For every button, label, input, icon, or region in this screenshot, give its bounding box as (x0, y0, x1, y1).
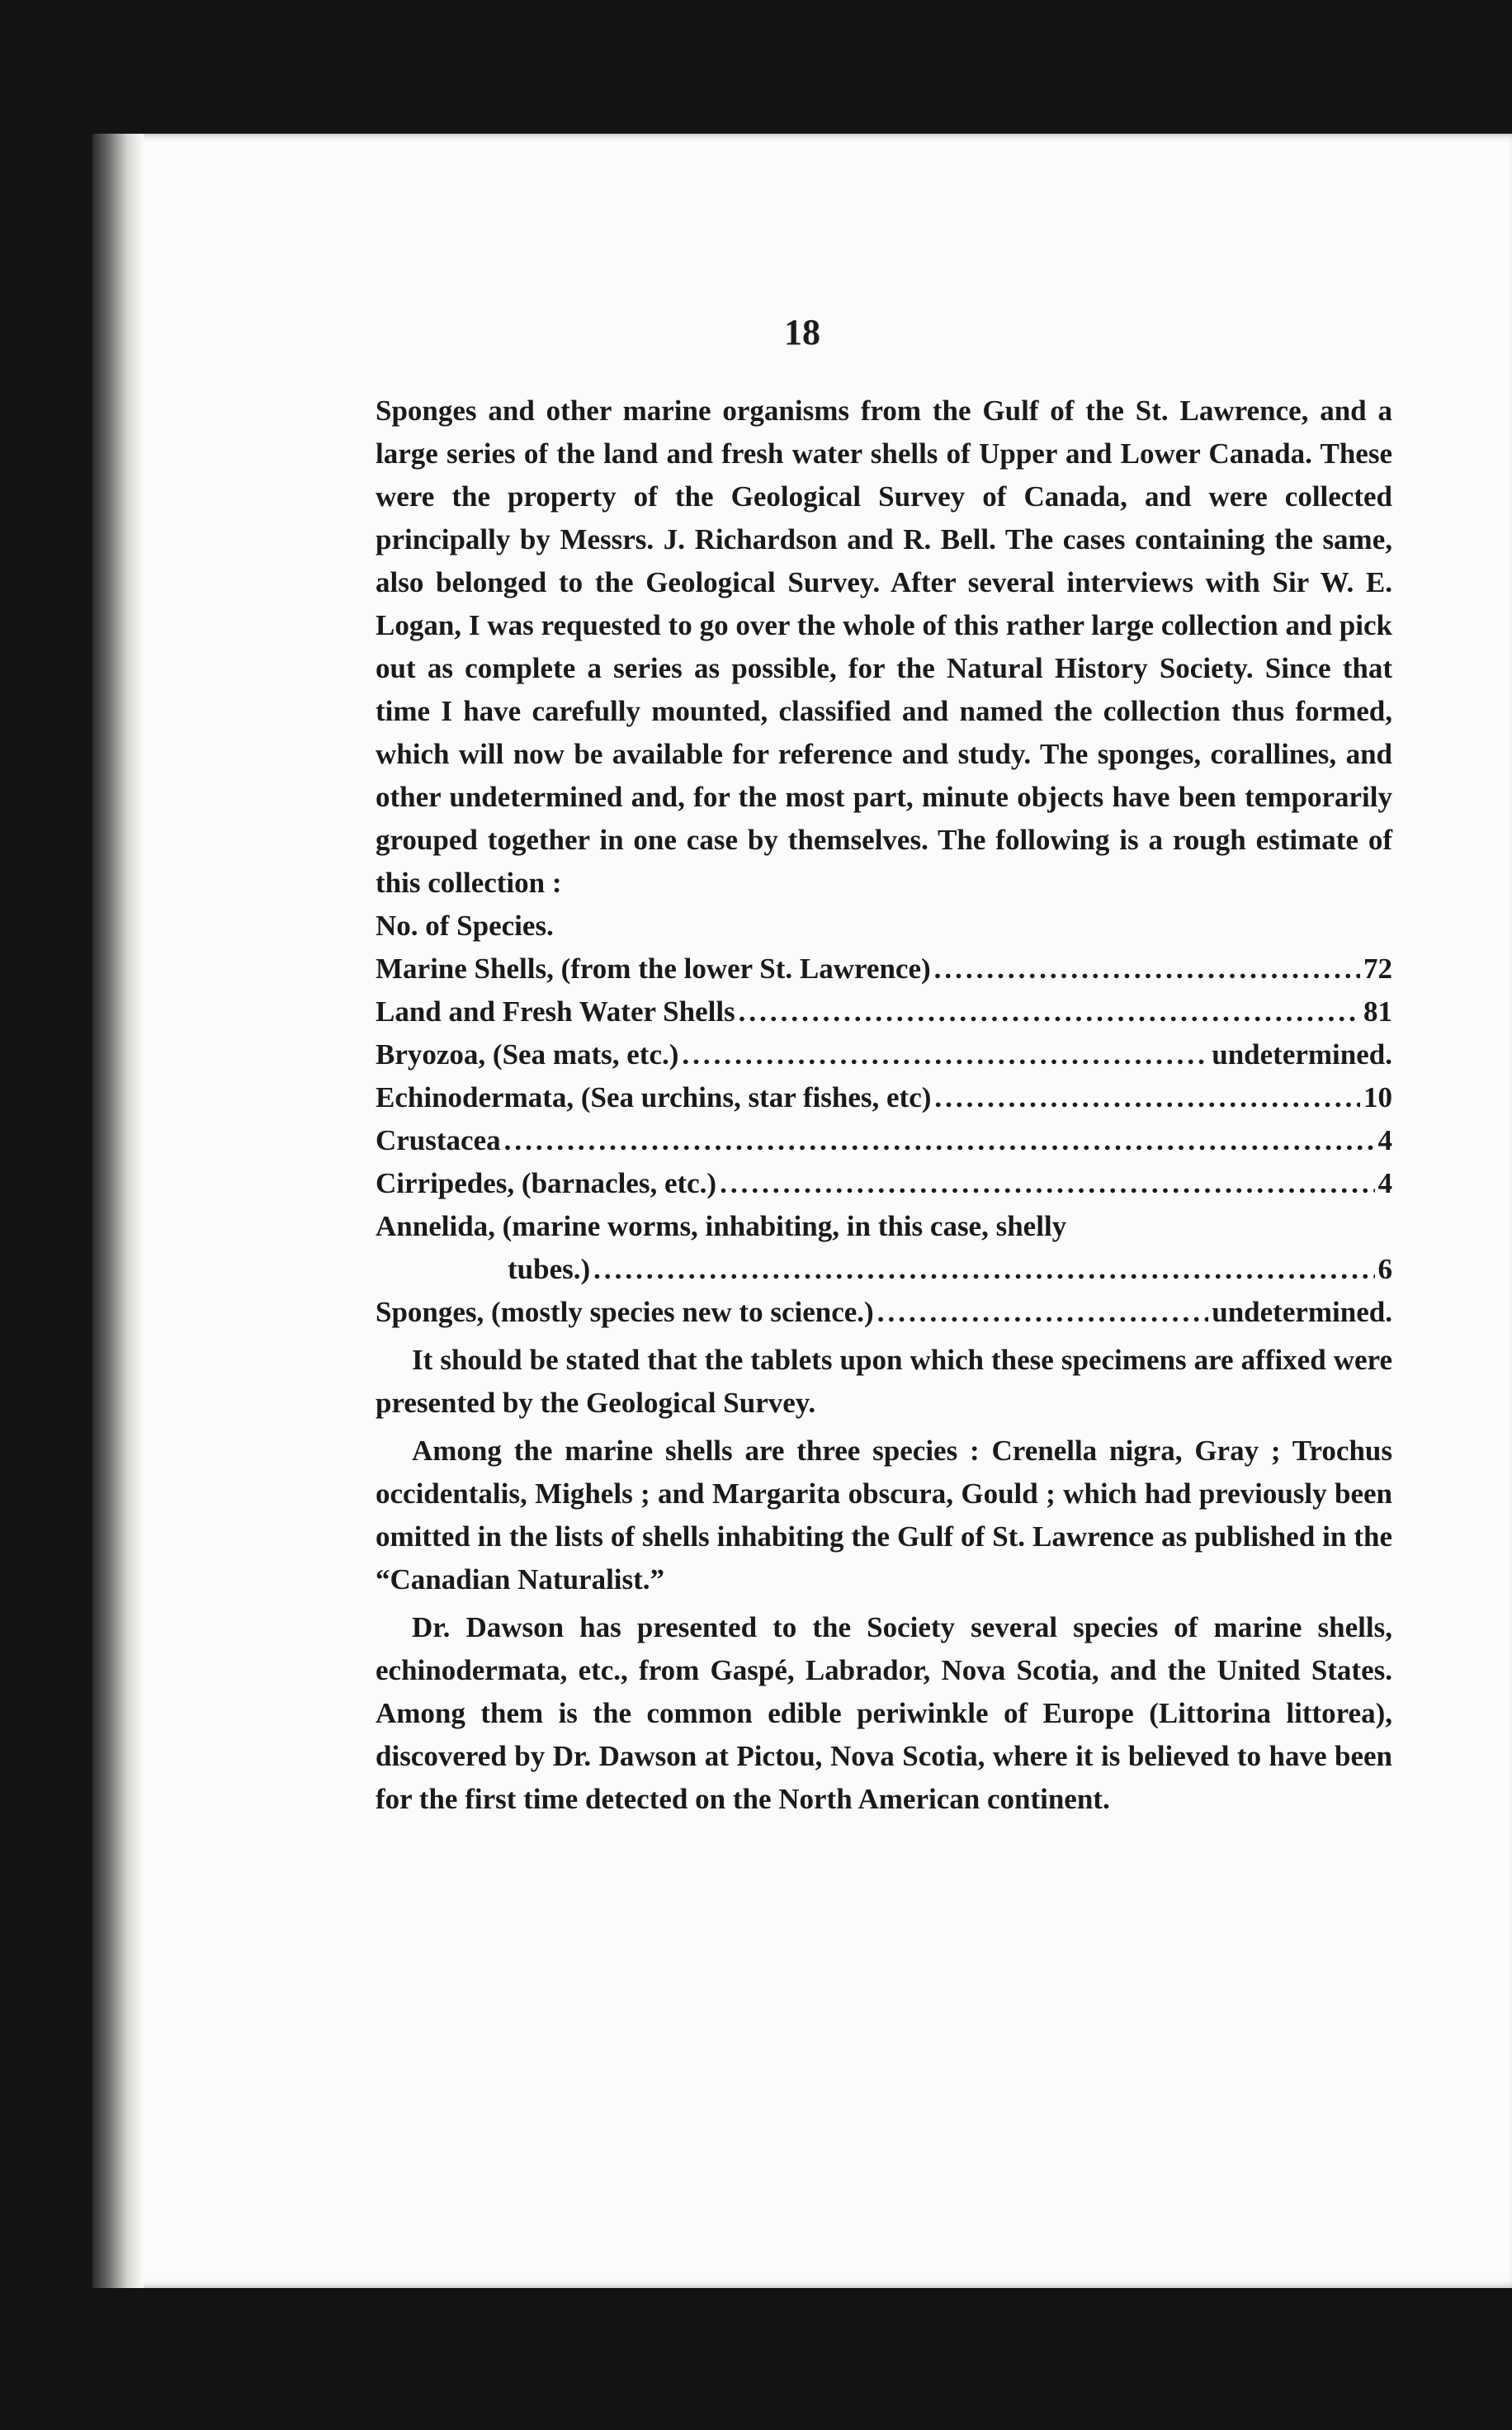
estimate-item-count: 4 (1377, 1167, 1392, 1199)
dot-leader (682, 1033, 1208, 1076)
list-item (376, 1162, 1392, 1205)
estimate-item-count: undetermined. (1212, 1296, 1392, 1328)
estimate-item-name: Echinodermata, (Sea urchins, star fishes, etc) (376, 1081, 932, 1113)
estimate-item-continuation (376, 1248, 1392, 1291)
estimate-item-count: 6 (1377, 1253, 1392, 1285)
estimate-item-name: Bryozoa, (Sea mats, etc.) (376, 1038, 679, 1071)
dot-leader (504, 1119, 1375, 1162)
paragraph-tablets: It should be stated that the tablets upon which these specimens are affixed were presented by the Geological Survey. (376, 1344, 1392, 1419)
estimate-item-name: Crustacea (376, 1124, 501, 1156)
paragraph-collection-intro: Sponges and other marine organisms from the Gulf of the St. Lawrence, and a large series of the land and fresh water shells of Upper and Lower Canada. These were the property of the Geological Survey of Canada, and were collected principally by Messrs. J. Richardson and R. Bell. The cases containing the same, also belonged to the Geological Survey. After several interviews with Sir W. E. Logan, I was requested to go over the whole of this rather large collection and pick out as complete a series as possible, for the Natural History Society. Since that time I have carefully mounted, classified and named the collection thus formed, which will now be available for reference and study. The sponges, corallines, and other undetermined and, for the most part, minute objects have been temporarily grouped together in one case by themselves. The following is a rough estimate of this collection : (376, 395, 1392, 899)
list-item (376, 1291, 1392, 1334)
dot-leader (593, 1248, 1374, 1291)
list-item (376, 948, 1392, 990)
estimate-item-name-continued: tubes.) (508, 1253, 591, 1285)
species-column-header: No. of Species. (376, 910, 554, 942)
estimate-item-name: Annelida, (marine worms, inhabiting, in this case, shelly (376, 1210, 1067, 1242)
paragraph-marine-shells: Among the marine shells are three species : Crenella nigra, Gray ; Trochus occidentalis, Mighels ; and Margarita obscura, Gould ; which had previously been omitted in the lists of shells inhabiting the Gulf of St. Lawrence as published in the “Canadian Naturalist.” (376, 1435, 1392, 1596)
dot-leader (720, 1162, 1374, 1205)
list-item (376, 1033, 1392, 1076)
list-item (376, 1076, 1392, 1119)
page-content (376, 390, 1392, 1821)
estimate-item-count: 72 (1363, 953, 1392, 985)
collection-estimate-list (376, 948, 1392, 1334)
estimate-item-count: undetermined. (1212, 1038, 1392, 1071)
estimate-item-name: Sponges, (mostly species new to science.) (376, 1296, 874, 1328)
dot-leader (934, 948, 1360, 990)
list-item (376, 990, 1392, 1033)
estimate-item-name: Marine Shells, (from the lower St. Lawrence) (376, 953, 931, 985)
dot-leader (877, 1291, 1209, 1334)
list-item (376, 1205, 1392, 1291)
paragraph-dawson: Dr. Dawson has presented to the Society several species of marine shells, echinodermata, etc., from Gaspé, Labrador, Nova Scotia, and the United States. Among them is the common edible periwinkle of Europe (Littorina littorea), discovered by Dr. Dawson at Pictou, Nova Scotia, where it is believed to have been for the first time detected on the North American continent. (376, 1611, 1392, 1815)
dot-leader (739, 990, 1360, 1033)
estimate-item-count: 81 (1363, 995, 1392, 1028)
book-page (92, 134, 1512, 2288)
estimate-item-name: Land and Fresh Water Shells (376, 995, 735, 1028)
estimate-item-name: Cirripedes, (barnacles, etc.) (376, 1167, 717, 1199)
dot-leader (934, 1076, 1360, 1119)
list-item (376, 1119, 1392, 1162)
estimate-item-count: 4 (1377, 1124, 1392, 1156)
estimate-item-count: 10 (1363, 1081, 1392, 1113)
page-number: 18 (784, 312, 820, 352)
